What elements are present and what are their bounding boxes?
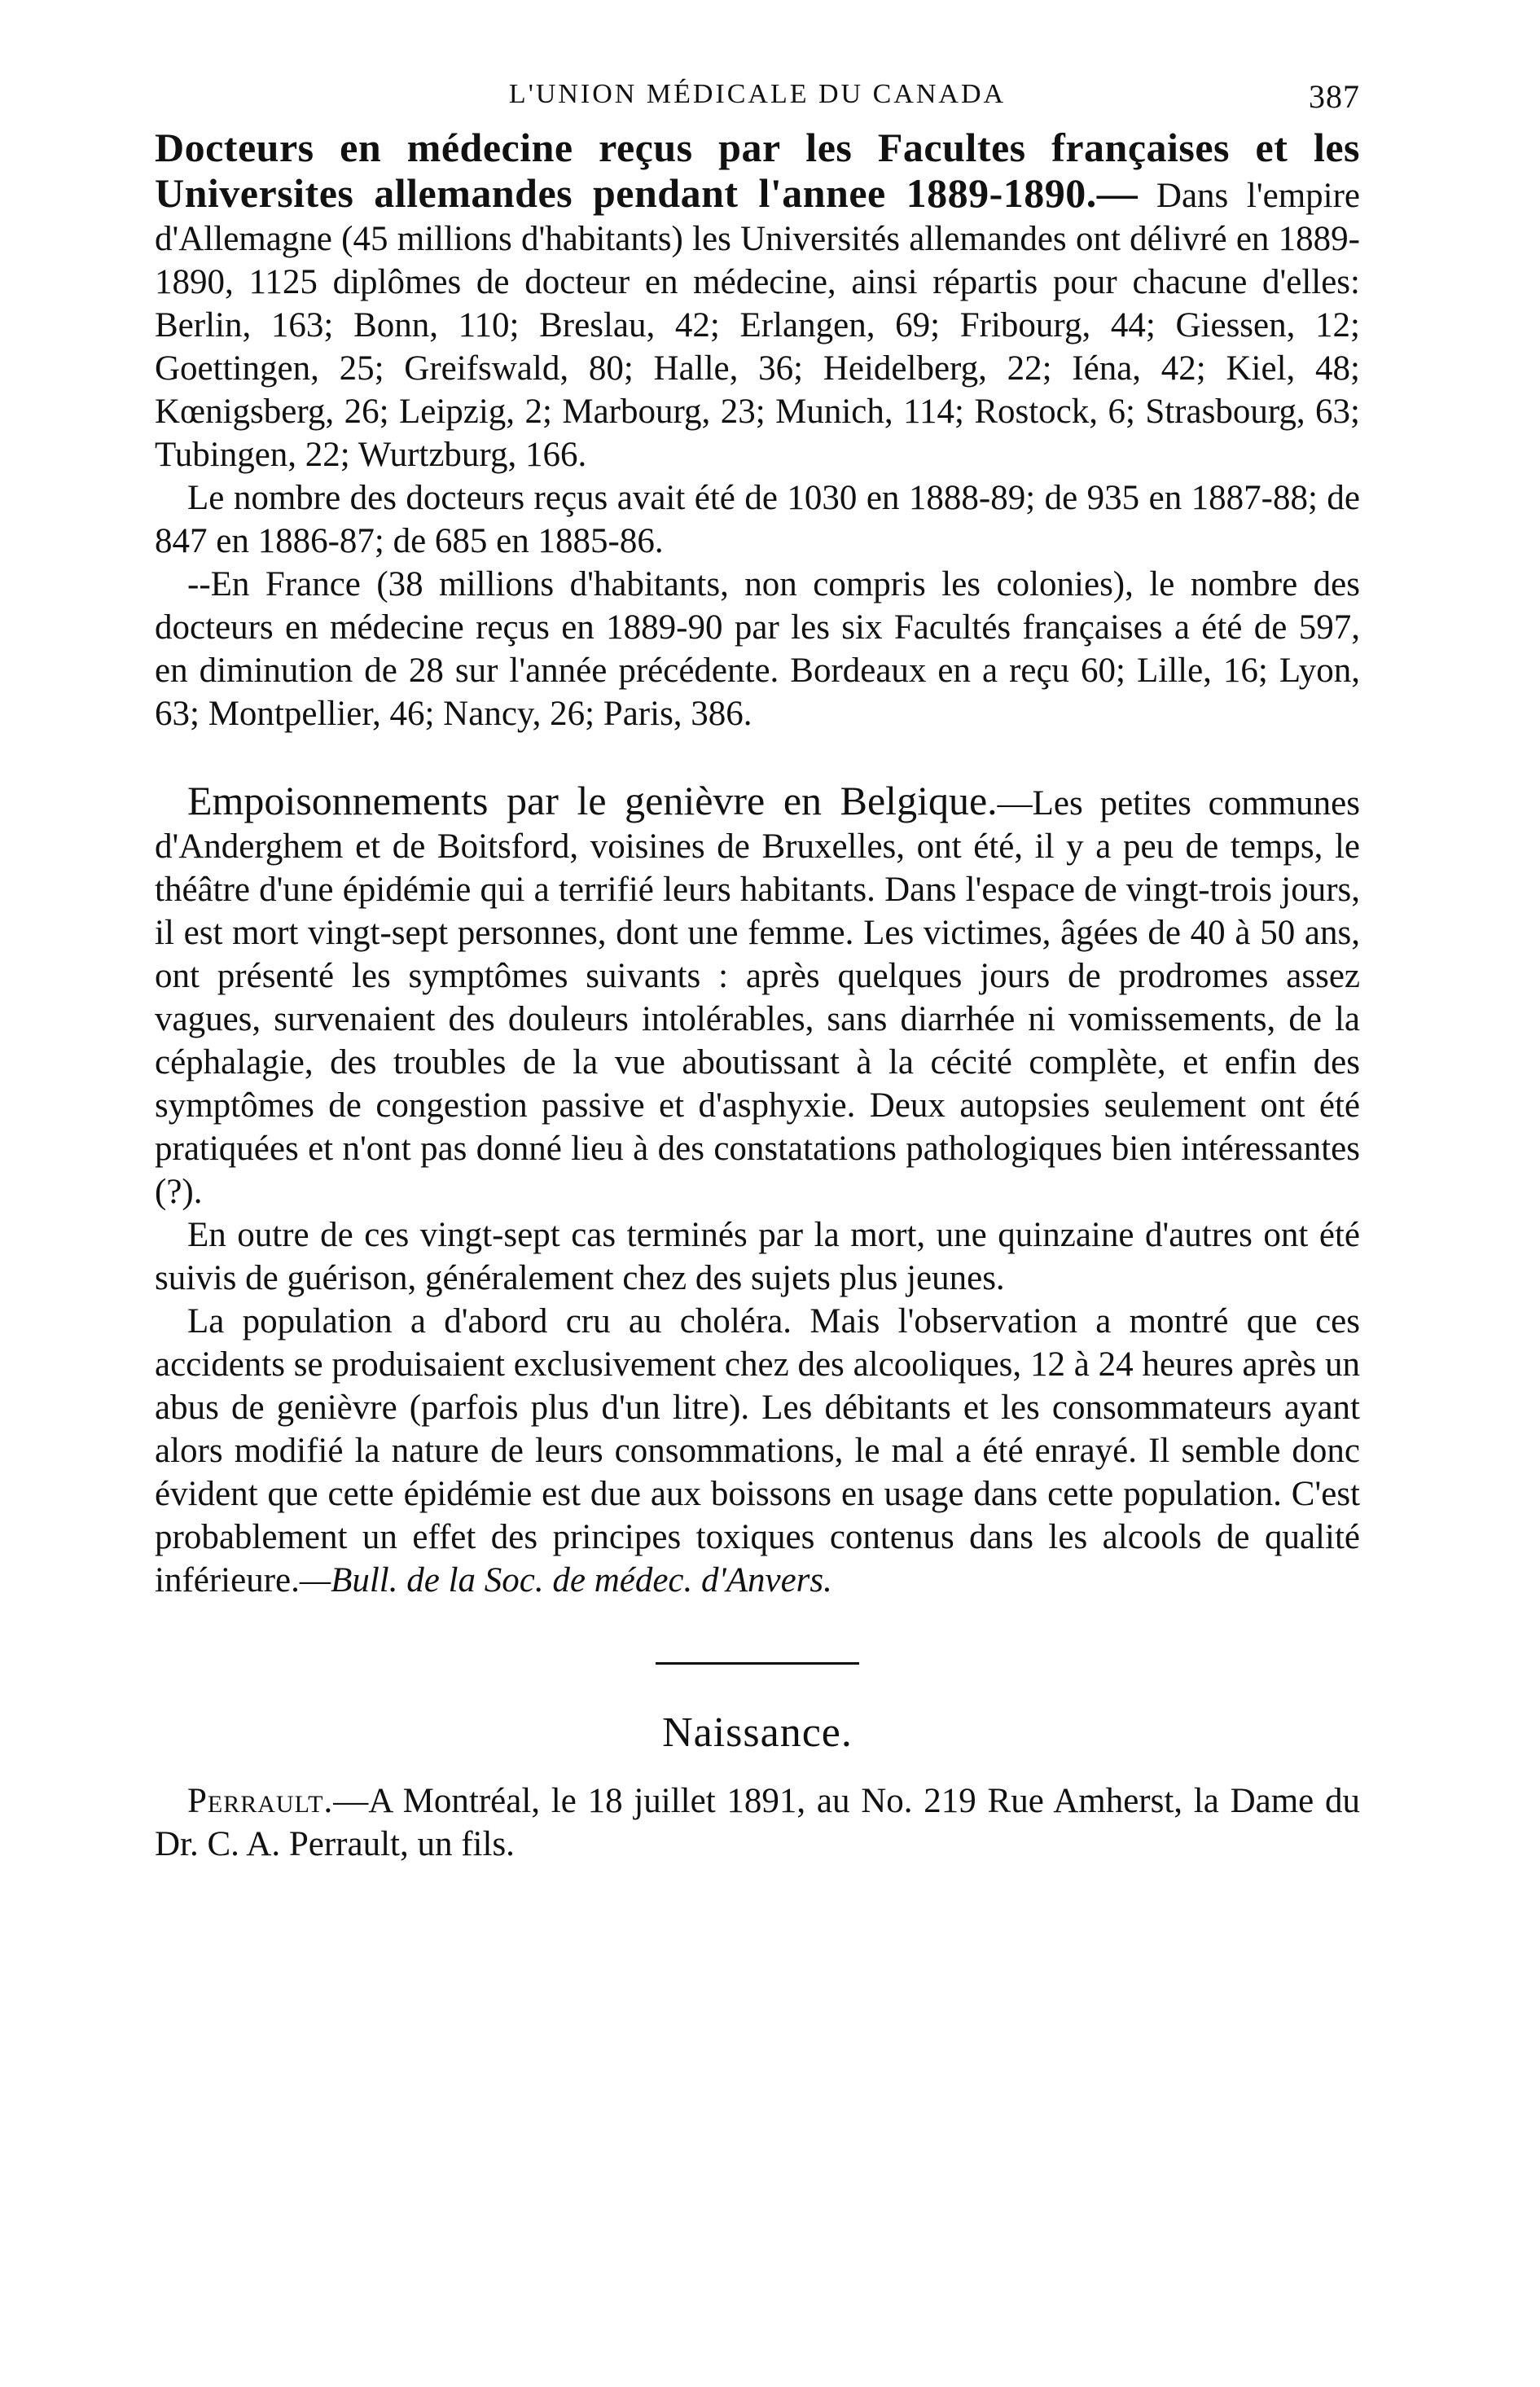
- article-doctors-headline: Docteurs en médecine reçus par les Facultes françaises et les Universites allemandes pendant l'annee 1889-1890.—: [155, 125, 1360, 216]
- article-gin-citation: —Bull. de la Soc. de médec. d'Anvers.: [299, 1561, 832, 1599]
- naissance-text: —A Montréal, le 18 juillet 1891, au No. 219 Rue Amherst, la Dame du Dr. C. A. Perrault, un fils.: [155, 1782, 1360, 1863]
- running-title: L'UNION MÉDICALE DU CANADA: [508, 79, 1007, 109]
- article-doctors: [155, 126, 1360, 735]
- article-gin-paragraph-3: [155, 1300, 1360, 1602]
- article-gin-poisoning: [155, 779, 1360, 1602]
- article-doctors-paragraph-3: --En France (38 millions d'habitants, non compris les colonies), le nombre des docteurs en médecine reçus en 1889-90 par les six Facultés françaises a été de 597, en diminution de 28 sur l'année précédente. Bordeaux en a reçu 60; Lille, 16; Lyon, 63; Montpellier, 46; Nancy, 26; Paris, 386.: [155, 565, 1360, 733]
- article-gin-paragraph-2: En outre de ces vingt-sept cas terminés par la mort, une quinzaine d'autres ont été suivis de guérison, généralement chez des sujets plus jeunes.: [155, 1216, 1360, 1297]
- article-gin-first-paragraph: [155, 779, 1360, 1213]
- section-divider: [656, 1662, 859, 1665]
- journal-page: [155, 69, 1360, 1866]
- naissance-heading: Naissance.: [662, 1709, 853, 1756]
- article-doctors-first-paragraph: [155, 126, 1360, 476]
- naissance-notice: [155, 1779, 1360, 1866]
- naissance-paragraph: [155, 1779, 1360, 1866]
- article-doctors-paragraph-2: Le nombre des docteurs reçus avait été de 1030 en 1888-89; de 935 en 1887-88; de 847 en 1886-87; de 685 en 1885-86.: [155, 479, 1360, 560]
- running-head: [155, 69, 1360, 126]
- naissance-name: Perrault.: [187, 1782, 334, 1820]
- page-number: 387: [1309, 78, 1360, 115]
- article-gin-paragraph-3-text: La population a d'abord cru au choléra. Mais l'observation a montré que ces accidents se produisaient exclusivement chez des alcooliques, 12 à 24 heures après un abus de genièvre (parfois plus d'un litre). Les débitants et les consommateurs ayant alors modifié la nature de leurs consommations, le mal a été enrayé. Il semble donc évident que cette épidémie est due aux boissons en usage dans cette population. C'est probablement un effet des principes toxiques contenus dans les alcools de qualité inférieure.: [155, 1302, 1360, 1599]
- article-gin-lead: —Les petites communes d'Anderghem et de Boitsford, voisines de Bruxelles, ont été, il y a peu de temps, le théâtre d'une épidémie qui a terrifié leurs habitants. Dans l'espace de vingt-trois jours, il est mort vingt-sept personnes, dont une femme. Les victimes, âgées de 40 à 50 ans, ont présenté les symptômes suivants : après quelques jours de prodromes assez vagues, survenaient des douleurs intolérables, sans diarrhée ni vomissements, de la céphalagie, des troubles de la vue aboutissant à la cécité complète, et enfin des symptômes de congestion passive et d'asphyxie. Deux autopsies seulement ont été pratiquées et n'ont pas donné lieu à des constatations pathologiques bien intéressantes (?).: [155, 784, 1360, 1211]
- article-gin-headline: Empoisonnements par le genièvre en Belgique.: [187, 778, 998, 823]
- article-doctors-paragraph-1: Dans l'empire d'Allemagne (45 millions d'habitants) les Universités allemandes ont délivré en 1889-1890, 1125 diplômes de docteur en médecine, ainsi répartis pour chacune d'elles: Berlin, 163; Bonn, 110; Breslau, 42; Erlangen, 69; Fribourg, 44; Giessen, 12; Goettingen, 25; Greifswald, 80; Halle, 36; Heidelberg, 22; Iéna, 42; Kiel, 48; Kœnigsberg, 26; Leipzig, 2; Marbourg, 23; Munich, 114; Rostock, 6; Strasbourg, 63; Tubingen, 22; Wurtzburg, 166.: [155, 177, 1361, 474]
